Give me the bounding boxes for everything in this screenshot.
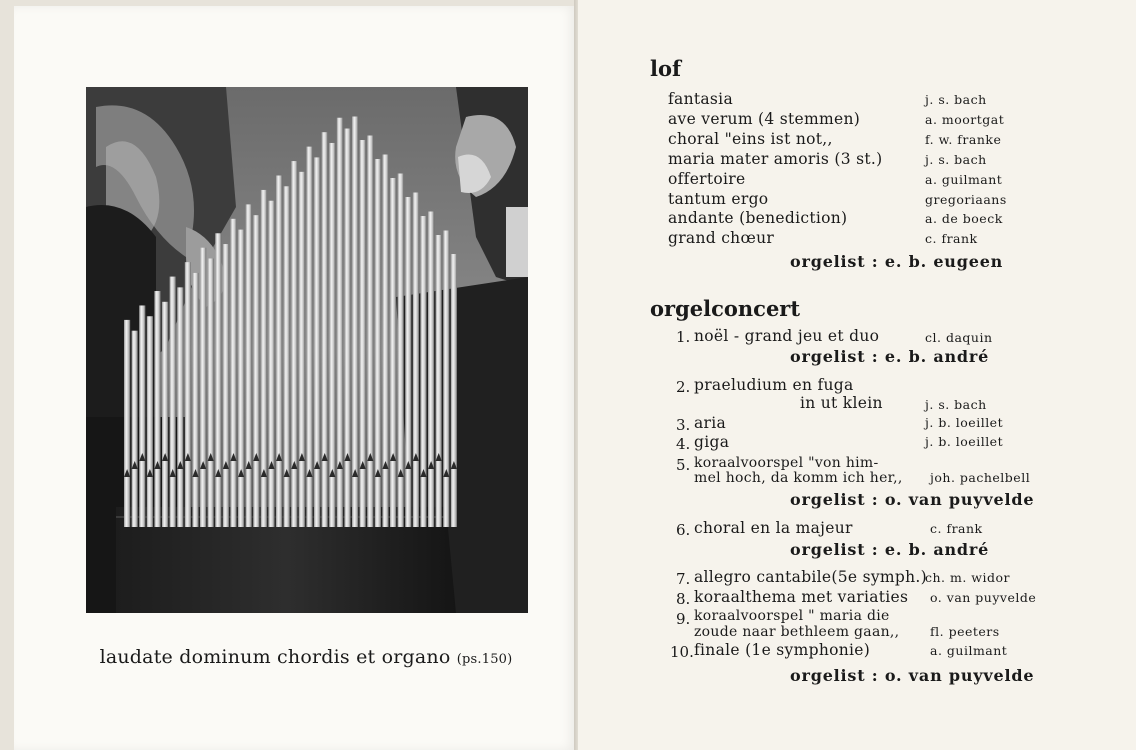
concert-item-title: allegro cantabile(5e symph.) xyxy=(694,568,927,586)
concert-item-title: noël - grand jeu et duo xyxy=(694,327,880,345)
caption-text: laudate dominum chordis et organo xyxy=(99,646,451,668)
concert-item-number: 4. xyxy=(676,435,691,453)
concert-item-title-line2: in ut klein xyxy=(800,394,883,412)
concert-item-title-line2: zoude naar bethleem gaan,, xyxy=(694,624,900,640)
lof-item-title: choral "eins ist not,, xyxy=(668,130,833,148)
concert-item-number: 7. xyxy=(676,570,691,588)
concert-item-number: 3. xyxy=(676,416,691,434)
concert-item-title: finale (1e symphonie) xyxy=(694,641,871,659)
concert-item-title: koraalvoorspel " maria die xyxy=(694,608,890,624)
concert-item-composer: o. van puyvelde xyxy=(930,590,1037,605)
lof-item-composer: f. w. franke xyxy=(925,132,1002,147)
lof-item-composer: a. de boeck xyxy=(925,211,1003,226)
lof-item-composer: c. frank xyxy=(925,231,978,246)
lof-item-title: tantum ergo xyxy=(668,190,769,208)
concert-item-composer: cl. daquin xyxy=(925,330,993,345)
lof-heading: lof xyxy=(650,56,682,81)
concert-item-title: koraalvoorspel "von him- xyxy=(694,455,879,471)
concert-item-number: 10. xyxy=(670,643,694,661)
concert-item-composer: joh. pachelbell xyxy=(930,470,1031,485)
concert-item-title: koraalthema met variaties xyxy=(694,588,909,606)
caption-reference: (ps.150) xyxy=(456,652,513,667)
concert-item-composer: a. guilmant xyxy=(930,643,1008,658)
lof-organist: orgelist : e. b. eugeen xyxy=(790,252,1004,271)
lof-item-title: offertoire xyxy=(668,170,746,188)
organ-photo xyxy=(86,87,528,613)
lof-item-title: grand chœur xyxy=(668,229,775,247)
concert-organist: orgelist : o. van puyvelde xyxy=(790,490,1035,509)
concert-item-number: 6. xyxy=(676,521,691,539)
concert-item-composer: c. frank xyxy=(930,521,983,536)
lof-item-composer: a. guilmant xyxy=(925,172,1003,187)
concert-item-composer: j. s. bach xyxy=(925,397,987,412)
lof-item-composer: j. s. bach xyxy=(925,92,987,107)
concert-item-composer: j. b. loeillet xyxy=(925,415,1004,430)
orgelconcert-heading: orgelconcert xyxy=(650,296,801,321)
concert-item-number: 5. xyxy=(676,456,691,474)
lof-item-composer: gregoriaans xyxy=(925,192,1007,207)
concert-item-composer: j. b. loeillet xyxy=(925,434,1004,449)
lof-item-title: maria mater amoris (3 st.) xyxy=(668,150,883,168)
concert-organist: orgelist : e. b. andré xyxy=(790,540,990,559)
concert-item-composer: ch. m. widor xyxy=(925,570,1010,585)
lof-item-title: fantasia xyxy=(668,90,733,108)
lof-item-composer: j. s. bach xyxy=(925,152,987,167)
concert-item-number: 1. xyxy=(676,328,691,346)
lof-item-title: ave verum (4 stemmen) xyxy=(668,110,861,128)
photo-caption xyxy=(0,646,612,668)
concert-item-composer: fl. peeters xyxy=(930,624,1000,639)
lof-item-composer: a. moortgat xyxy=(925,112,1005,127)
concert-item-number: 8. xyxy=(676,590,691,608)
concert-item-title: aria xyxy=(694,414,727,432)
concert-item-title: giga xyxy=(694,433,730,451)
concert-item-title: praeludium en fuga xyxy=(694,376,854,394)
concert-item-number: 9. xyxy=(676,610,691,628)
concert-item-title: choral en la majeur xyxy=(694,519,853,537)
lof-item-title: andante (benediction) xyxy=(668,209,848,227)
concert-organist: orgelist : e. b. andré xyxy=(790,347,990,366)
concert-item-title-line2: mel hoch, da komm ich her,, xyxy=(694,470,903,486)
concert-organist: orgelist : o. van puyvelde xyxy=(790,666,1035,685)
concert-item-number: 2. xyxy=(676,378,691,396)
